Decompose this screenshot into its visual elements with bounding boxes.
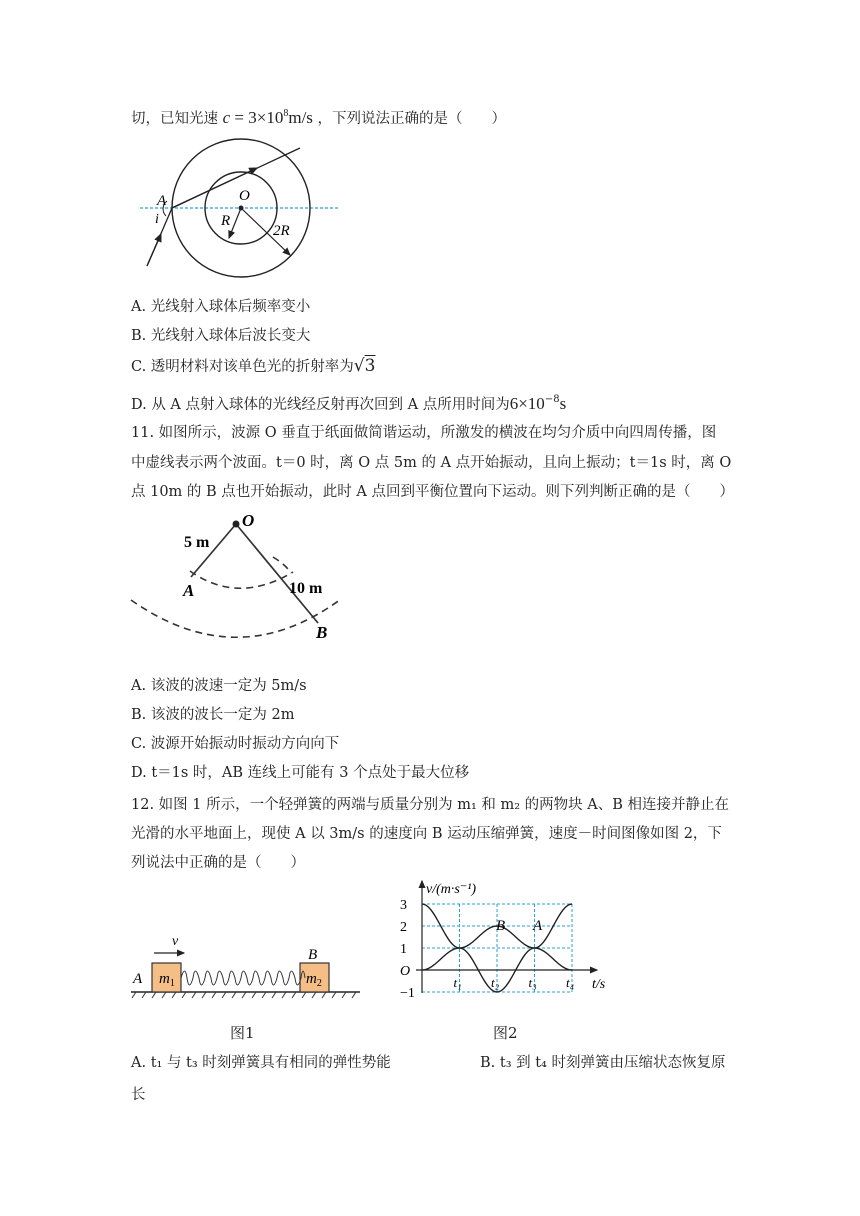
q10-option-d: D. 从 A 点射入球体的光线经反射再次回到 A 点所用时间为$6\times 10^{-8}s$ [131,394,567,413]
y-tick-label: 2 [400,920,407,935]
q11-stem-line2: 中虚线表示两个波面。t＝0 时，离 O 点 5m 的 A 点开始振动，且向上振动；t＝1s 时，离 O [131,455,732,471]
label-v: v [172,934,179,949]
q10-option-a: A. 光线射入球体后频率变小 [131,299,311,315]
series-label-A: A [533,918,543,934]
wavefront-outer [131,599,341,637]
light-speed-formula: $c = 3\times 10^8m/s$ [222,108,313,127]
spring-blocks-figure [128,928,368,1003]
label-A: A [157,193,167,209]
fig2-caption: 图2 [493,1024,518,1042]
q11-option-d: D. t＝1s 时，AB 连线上可能有 3 个点处于最大位移 [131,765,470,781]
q12-option-b-continued: 长 [131,1087,146,1103]
label-10m: 10 m [289,580,323,597]
q12-stem-line2: 光滑的水平地面上，现使 A 以 3m/s 的速度向 B 运动压缩弹簧，速度－时间图像如图 2，下 [131,826,722,842]
y-tick-label: 3 [400,898,407,913]
wave-figure [128,505,353,645]
label-O: O [242,511,255,530]
y-tick-label: O [400,964,411,979]
q11-option-a: A. 该波的波速一定为 5m/s [131,678,307,694]
velocity-time-chart [392,873,617,1003]
line-OB [236,524,318,623]
q10-stem: 切，已知光速 $c = 3\times 10^8m/s$ ，下列说法正确的是（ ） [131,108,507,127]
sphere-figure [135,128,350,278]
label-5m: 5 m [184,534,210,551]
label-A: A [183,581,195,600]
q12-stem-line3: 列说法中正确的是（ ） [131,855,305,871]
q11-stem-line1: 11. 如图所示，波源 O 垂直于纸面做简谐运动，所激发的横波在均匀介质中向四周传播，图 [131,425,717,441]
q11-option-b: B. 该波的波长一定为 2m [131,707,295,723]
q10-option-b: B. 光线射入球体后波长变大 [131,328,311,344]
spring [181,971,305,985]
x-tick-label: t₁ [453,975,462,990]
q12-option-b: B. t₃ 到 t₄ 时刻弹簧由压缩状态恢复原 [480,1055,726,1071]
y-axis-label: v/(m·s⁻¹) [426,882,477,897]
label-B: B [308,947,318,963]
label-m2: $m_2$ [306,971,322,989]
label-m1: $m_1$ [159,971,175,989]
label-B: B [316,623,328,642]
series-label-B: B [496,918,506,934]
x-tick-label: t₂ [491,975,500,990]
label-2R: 2R [273,223,290,239]
label-R: R [221,213,231,229]
label-O: O [239,188,250,204]
y-tick-label: −1 [400,986,415,1001]
q12-option-a: A. t₁ 与 t₃ 时刻弹簧具有相同的弹性势能 [131,1055,391,1071]
q10-option-c: C. 透明材料对该单色光的折射率为√3 [131,356,376,376]
radius-R [229,208,241,238]
q11-option-c: C. 波源开始振动时振动方向向下 [131,736,340,752]
label-A: A [133,971,143,987]
source-point [233,521,240,528]
x-tick-label: t₃ [528,975,537,990]
x-tick-label: t₄ [566,975,575,990]
q12-stem-line1: 12. 如图 1 所示，一个轻弹簧的两端与质量分别为 m₁ 和 m₂ 的两物块 A、B 相连接并静止在 [131,797,730,813]
y-tick-label: 1 [400,942,407,957]
fig1-caption: 图1 [230,1024,255,1042]
x-axis-label: t/s [592,977,606,992]
label-i: i [155,212,159,227]
q11-stem-line3: 点 10m 的 B 点也开始振动，此时 A 点回到平衡位置向下运动。则下列判断正确的是（ ） [131,484,734,500]
